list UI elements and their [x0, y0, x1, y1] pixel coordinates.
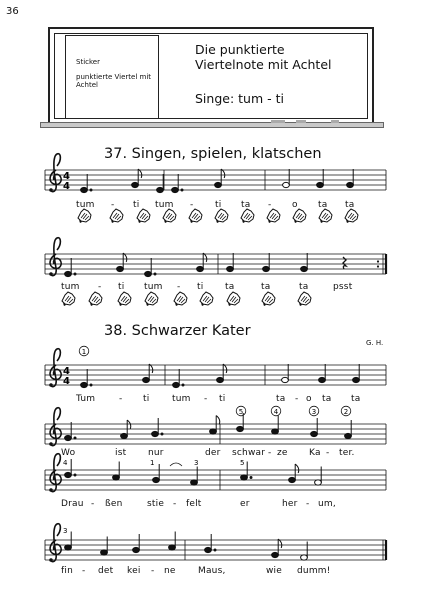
- lyric-syllable: kei: [127, 566, 141, 576]
- clap-icon: [215, 209, 228, 223]
- song-37-hands-2: [62, 292, 311, 306]
- treble-clef-icon: [49, 349, 61, 387]
- lyric-syllable: tum: [155, 200, 174, 210]
- lyric-syllable: psst: [333, 282, 353, 292]
- clap-icon: [262, 292, 275, 306]
- fingering-number: 2: [343, 408, 349, 416]
- lyric-syllable: ti: [143, 394, 150, 404]
- lyric-syllable: ta: [299, 282, 309, 292]
- clap-icon: [319, 209, 332, 223]
- treble-clef-icon: [49, 154, 61, 192]
- lyric-syllable: -: [82, 566, 86, 576]
- sticker-title: Sticker: [76, 58, 100, 66]
- song-38-notes-4: [65, 532, 308, 561]
- song-37-title: 37. Singen, spielen, klatschen: [104, 146, 322, 162]
- clap-icon: [118, 292, 131, 306]
- lyric-syllable: o: [292, 200, 298, 210]
- lyric-syllable: stie: [147, 499, 165, 509]
- clap-icon: [110, 209, 123, 223]
- clap-icon: [145, 292, 158, 306]
- fingering-number: 3: [311, 408, 317, 416]
- time-signature-top: 4: [63, 366, 70, 377]
- song-38-notes-3: [65, 459, 322, 485]
- time-signature-bottom: 4: [63, 376, 70, 387]
- fingering-number: 3: [194, 459, 199, 467]
- clap-icon: [189, 209, 202, 223]
- lyric-syllable: det: [98, 566, 114, 576]
- fingering-line-2: [236, 406, 351, 416]
- clap-icon: [227, 292, 240, 306]
- clap-icon: [89, 292, 102, 306]
- lyric-syllable: um,: [318, 499, 336, 509]
- lyric-syllable: -: [111, 200, 115, 210]
- sticker-text: punktierte Viertel mit Achtel: [76, 73, 152, 89]
- lyric-syllable: ne: [164, 566, 176, 576]
- song-37-notes-1: [81, 169, 354, 193]
- lyric-syllable: Maus,: [198, 566, 226, 576]
- clap-icon: [78, 209, 91, 223]
- lyric-syllable: der: [205, 448, 221, 458]
- song-38-notes-2: [65, 413, 352, 441]
- lesson-instruction: Singe: tum - ti: [195, 91, 284, 106]
- fingering-number: 5: [240, 459, 245, 467]
- lyric-syllable: -: [326, 448, 330, 458]
- lyric-syllable: -: [306, 499, 310, 509]
- lyric-syllable: -: [295, 394, 299, 404]
- treble-clef-icon: [49, 524, 61, 562]
- lyric-syllable: -: [268, 448, 272, 458]
- lyric-syllable: schwar: [232, 448, 266, 458]
- lyric-syllable: tum: [172, 394, 191, 404]
- lyric-syllable: nur: [148, 448, 164, 458]
- clap-icon: [345, 209, 358, 223]
- lyric-syllable: dumm!: [297, 566, 331, 576]
- lyric-syllable: -: [119, 394, 123, 404]
- lyric-syllable: -: [173, 499, 177, 509]
- lyric-syllable: ti: [118, 282, 125, 292]
- song-38-title: 38. Schwarzer Kater: [104, 323, 251, 339]
- lesson-title-line1: Die punktierte: [195, 42, 285, 57]
- time-signature-top: 4: [63, 171, 70, 182]
- lyric-syllable: -: [190, 200, 194, 210]
- lyric-syllable: Tum: [76, 394, 96, 404]
- lyric-syllable: felt: [186, 499, 202, 509]
- clap-icon: [163, 209, 176, 223]
- lyric-syllable: o: [306, 394, 312, 404]
- clap-icon: [293, 209, 306, 223]
- lyric-syllable: -: [91, 499, 95, 509]
- clap-icon: [137, 209, 150, 223]
- lyric-syllable: tum: [61, 282, 80, 292]
- lyric-syllable: ta: [225, 282, 235, 292]
- fingering-number: 1: [150, 459, 155, 467]
- song-38-notes-1: [81, 364, 360, 388]
- clap-icon: [200, 292, 213, 306]
- treble-clef-icon: [49, 408, 61, 446]
- fingering-number: 1: [81, 348, 87, 356]
- clap-icon: [241, 209, 254, 223]
- time-signature-bottom: 4: [63, 181, 70, 192]
- lyric-syllable: tum: [144, 282, 163, 292]
- lyric-syllable: ta: [322, 394, 332, 404]
- lyric-syllable: Wo: [61, 448, 76, 458]
- lyric-syllable: -: [151, 566, 155, 576]
- treble-clef-icon: [49, 454, 61, 492]
- lyric-syllable: ta: [276, 394, 286, 404]
- clap-icon: [174, 292, 187, 306]
- lyric-syllable: ti: [197, 282, 204, 292]
- lyric-syllable: ist: [115, 448, 127, 458]
- song-38-staff-1: [45, 365, 386, 385]
- lyric-syllable: ßen: [105, 499, 123, 509]
- fingering-number: 4: [63, 459, 68, 467]
- lesson-title-line2: Viertelnote mit Achtel: [195, 57, 332, 72]
- song-37-hands-1: [78, 209, 358, 223]
- fingering-number: 3: [63, 527, 68, 535]
- song-38-staff-3: [45, 470, 386, 490]
- lyric-syllable: ta: [241, 200, 251, 210]
- lyric-syllable: Drau: [61, 499, 84, 509]
- lyric-syllable: ze: [277, 448, 288, 458]
- lyric-syllable: ti: [215, 200, 222, 210]
- clap-icon: [267, 209, 280, 223]
- lyric-syllable: ta: [261, 282, 271, 292]
- clap-icon: [298, 292, 311, 306]
- lyric-syllable: ta: [345, 200, 355, 210]
- song-38-author: G. H.: [366, 339, 384, 347]
- fingering-number: 5: [238, 408, 244, 416]
- treble-clef-icon: [49, 238, 61, 276]
- clap-icon: [62, 292, 75, 306]
- lyric-syllable: -: [98, 282, 102, 292]
- lyric-syllable: her: [282, 499, 298, 509]
- lyric-syllable: wie: [266, 566, 282, 576]
- page-number: 36: [6, 6, 19, 17]
- lyric-syllable: fin: [61, 566, 73, 576]
- lyric-syllable: tum: [76, 200, 95, 210]
- lyric-syllable: ta: [351, 394, 361, 404]
- fingering-number: 4: [273, 408, 279, 416]
- lyric-syllable: ti: [133, 200, 140, 210]
- song-37-notes-2: [65, 253, 346, 277]
- lyric-syllable: ta: [318, 200, 328, 210]
- song-37-staff-2: [45, 254, 386, 274]
- lyric-syllable: -: [204, 394, 208, 404]
- lyric-syllable: ter.: [339, 448, 355, 458]
- fermata-icon: [170, 463, 182, 466]
- lyric-syllable: Ka: [309, 448, 321, 458]
- lyric-syllable: ti: [219, 394, 226, 404]
- lyric-syllable: er: [240, 499, 250, 509]
- lyric-syllable: -: [268, 200, 272, 210]
- lyric-syllable: -: [177, 282, 181, 292]
